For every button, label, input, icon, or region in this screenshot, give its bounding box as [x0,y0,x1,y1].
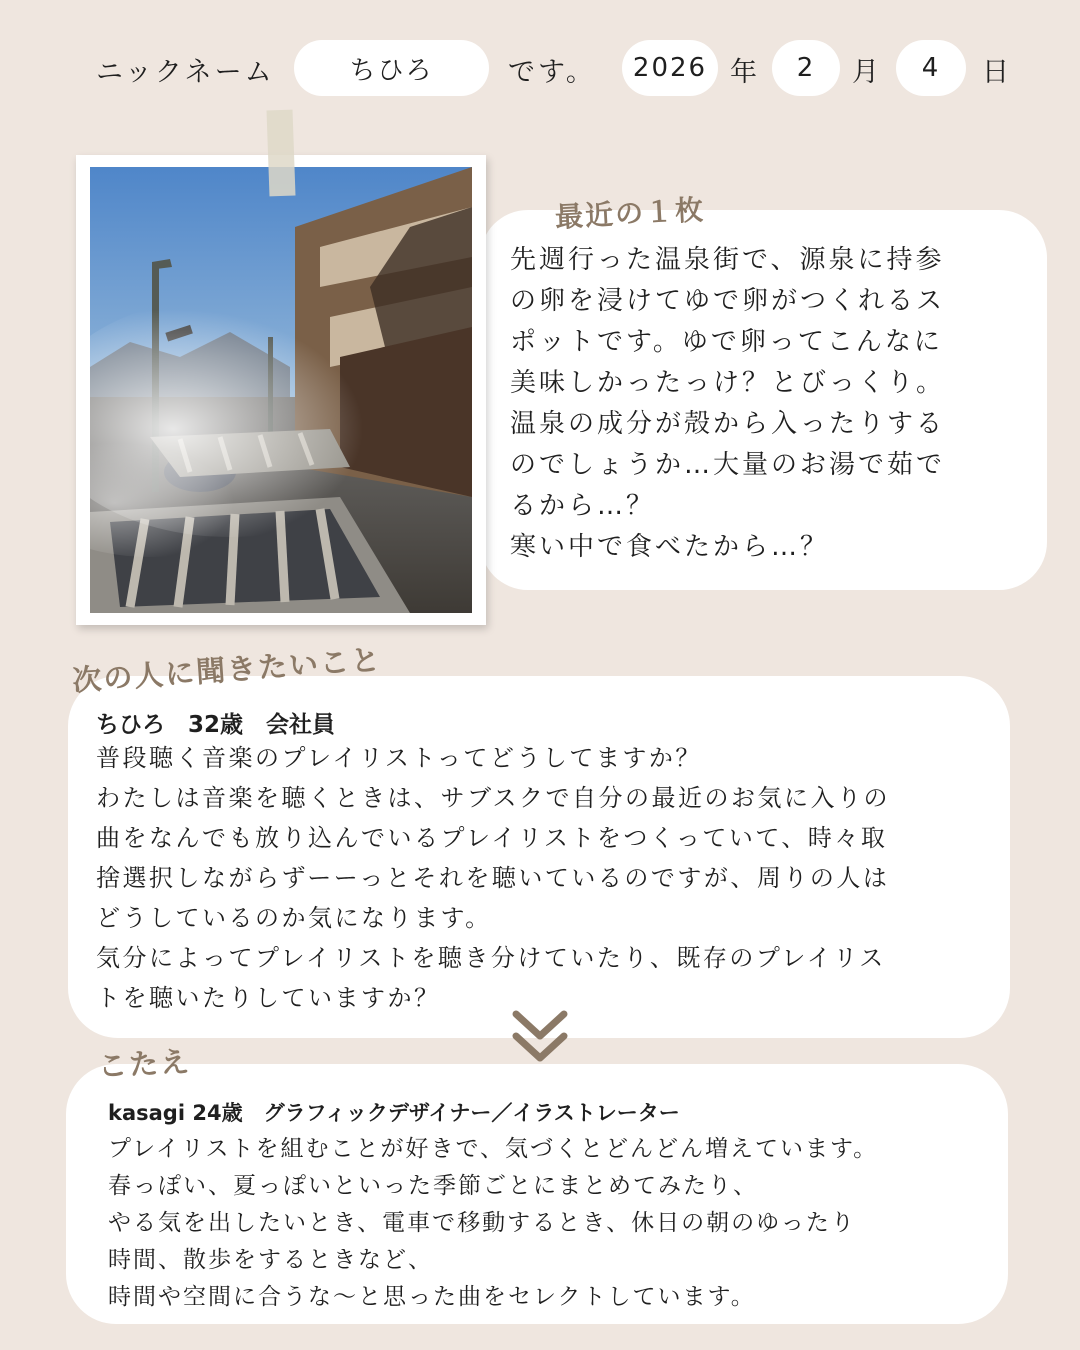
recent-line: ポットです。ゆで卵ってこんなに [510,327,943,357]
answer-line: 時間や空間に合うな～と思った曲をセレクトしています。 [108,1284,756,1310]
question-author: ちひろ 32歳 会社員 [96,712,336,738]
onsen-photo [90,167,472,613]
year-pill: 2026 [622,40,718,96]
answer-line: 春っぽい、夏っぽいといった季節ごとにまとめてみたり、 [108,1173,758,1199]
recent-line: の卵を浸けてゆで卵がつくれるス [510,286,946,316]
month-pill: 2 [772,40,840,96]
month-unit: 月 [852,57,882,88]
desu-text: です。 [508,57,596,88]
question-line: どうしているのか気になります。 [96,904,492,932]
answer-body [108,1131,998,1316]
question-line: 捨選択しながらずーーっとそれを聴いているのですが、周りの人は [96,864,890,892]
recent-line: のでしょうか…大量のお湯で茹で [510,450,946,480]
day-pill: 4 [896,40,966,96]
question-heading: 次の人に聞きたいこと [71,642,383,698]
question-line: トを聴いたりしていますか？ [96,984,441,1012]
question-line: 曲をなんでも放り込んでいるプレイリストをつくっていて、時々取 [96,824,888,852]
answer-heading: こたえ [97,1044,192,1084]
question-line: 気分によってプレイリストを聴き分けていたり、既存のプレイリス [96,944,886,972]
recent-line: 先週行った温泉街で、源泉に持参 [510,245,945,275]
answer-line: やる気を出したいとき、電車で移動するとき、休日の朝のゆったり [108,1210,856,1236]
question-line: わたしは音楽を聴くときは、サブスクで自分の最近のお気に入りの [96,784,891,812]
recent-line: 美味しかったっけ？とびっくり。 [510,368,946,398]
day-unit: 日 [982,57,1012,88]
question-body [96,738,1006,1018]
answer-author: kasagi 24歳 グラフィックデザイナー／イラストレーター [108,1101,680,1125]
recent-line: るから…？ [510,491,656,521]
recent-line: 温泉の成分が殻から入ったりする [510,409,946,439]
nickname-label: ニックネーム [96,57,275,88]
photo-frame [76,155,486,625]
tape-strip [267,110,296,197]
nickname-pill: ちひろ [294,40,489,96]
recent-line: 寒い中で食べたから…？ [510,532,830,562]
answer-line: プレイリストを組むことが好きで、気づくとどんどん増えています。 [108,1136,879,1162]
answer-line: 時間、散歩をするときなど、 [108,1247,433,1273]
year-unit: 年 [730,57,760,88]
recent-heading: 最近の１枚 [554,193,706,234]
question-line: 普段聴く音楽のプレイリストってどうしてますか？ [96,744,702,772]
recent-body [510,240,1020,568]
double-chevron-down-icon [510,1010,570,1066]
